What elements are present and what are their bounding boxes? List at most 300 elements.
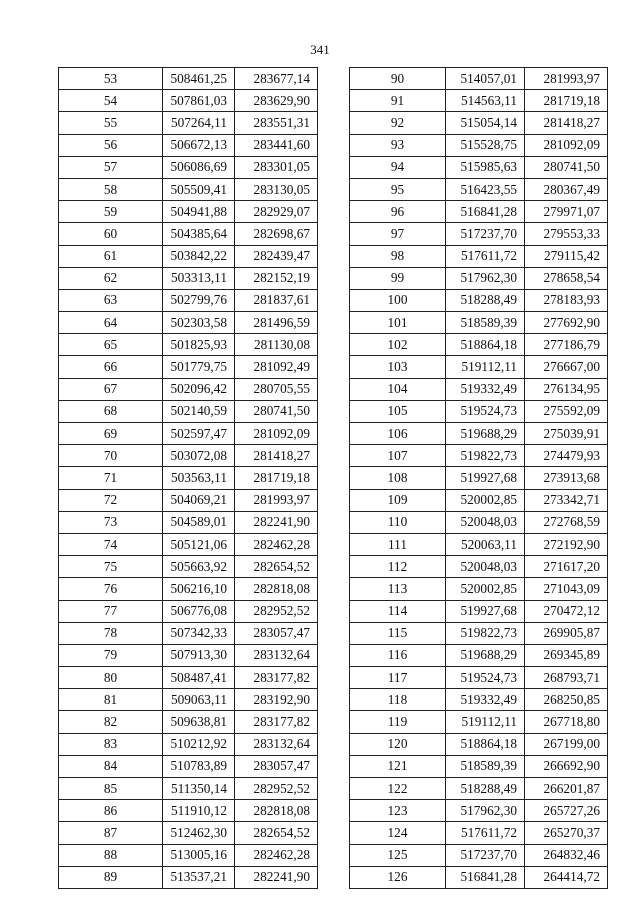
y-coordinate-cell: 281092,09 xyxy=(525,134,608,156)
y-coordinate-cell: 283132,64 xyxy=(235,733,318,755)
table-row xyxy=(350,156,608,178)
point-number-cell: 93 xyxy=(350,134,446,156)
point-number-cell: 76 xyxy=(59,578,163,600)
y-coordinate-cell: 282698,67 xyxy=(235,223,318,245)
point-number-cell: 53 xyxy=(59,68,163,90)
table-row xyxy=(59,400,318,422)
point-number-cell: 92 xyxy=(350,112,446,134)
page-number: 341 xyxy=(310,42,330,57)
table-row xyxy=(59,556,318,578)
x-coordinate-cell: 503072,08 xyxy=(163,445,235,467)
point-number-cell: 60 xyxy=(59,223,163,245)
y-coordinate-cell: 281837,61 xyxy=(235,289,318,311)
point-number-cell: 78 xyxy=(59,622,163,644)
x-coordinate-cell: 518288,49 xyxy=(446,778,525,800)
x-coordinate-cell: 519332,49 xyxy=(446,689,525,711)
point-number-cell: 97 xyxy=(350,223,446,245)
y-coordinate-cell: 281496,59 xyxy=(235,312,318,334)
table-row xyxy=(59,156,318,178)
table-row xyxy=(59,201,318,223)
y-coordinate-cell: 275592,09 xyxy=(525,400,608,422)
y-coordinate-cell: 283441,60 xyxy=(235,134,318,156)
table-row xyxy=(350,489,608,511)
point-number-cell: 115 xyxy=(350,622,446,644)
x-coordinate-cell: 517611,72 xyxy=(446,822,525,844)
y-coordinate-cell: 274479,93 xyxy=(525,445,608,467)
x-coordinate-cell: 504589,01 xyxy=(163,511,235,533)
x-coordinate-cell: 507264,11 xyxy=(163,112,235,134)
y-coordinate-cell: 268250,85 xyxy=(525,689,608,711)
point-number-cell: 103 xyxy=(350,356,446,378)
x-coordinate-cell: 505509,41 xyxy=(163,178,235,200)
table-row xyxy=(350,356,608,378)
table-row xyxy=(350,711,608,733)
x-coordinate-cell: 508461,25 xyxy=(163,68,235,90)
y-coordinate-cell: 278658,54 xyxy=(525,267,608,289)
x-coordinate-cell: 519927,68 xyxy=(446,467,525,489)
x-coordinate-cell: 515528,75 xyxy=(446,134,525,156)
y-coordinate-cell: 275039,91 xyxy=(525,423,608,445)
x-coordinate-cell: 511350,14 xyxy=(163,778,235,800)
y-coordinate-cell: 283057,47 xyxy=(235,755,318,777)
point-number-cell: 95 xyxy=(350,178,446,200)
x-coordinate-cell: 504069,21 xyxy=(163,489,235,511)
x-coordinate-cell: 519524,73 xyxy=(446,400,525,422)
x-coordinate-cell: 506216,10 xyxy=(163,578,235,600)
x-coordinate-cell: 519688,29 xyxy=(446,644,525,666)
point-number-cell: 125 xyxy=(350,844,446,866)
x-coordinate-cell: 508487,41 xyxy=(163,667,235,689)
y-coordinate-cell: 283132,64 xyxy=(235,644,318,666)
point-number-cell: 64 xyxy=(59,312,163,334)
table-row xyxy=(59,356,318,378)
point-number-cell: 82 xyxy=(59,711,163,733)
x-coordinate-cell: 519688,29 xyxy=(446,423,525,445)
y-coordinate-cell: 278183,93 xyxy=(525,289,608,311)
x-coordinate-cell: 502140,59 xyxy=(163,400,235,422)
point-number-cell: 94 xyxy=(350,156,446,178)
table-row xyxy=(59,667,318,689)
point-number-cell: 116 xyxy=(350,644,446,666)
point-number-cell: 69 xyxy=(59,423,163,445)
x-coordinate-cell: 519112,11 xyxy=(446,356,525,378)
x-coordinate-cell: 502799,76 xyxy=(163,289,235,311)
y-coordinate-cell: 283130,05 xyxy=(235,178,318,200)
table-row xyxy=(350,134,608,156)
table-row xyxy=(350,600,608,622)
table-row xyxy=(59,689,318,711)
y-coordinate-cell: 282654,52 xyxy=(235,556,318,578)
x-coordinate-cell: 518288,49 xyxy=(446,289,525,311)
x-coordinate-cell: 511910,12 xyxy=(163,800,235,822)
point-number-cell: 122 xyxy=(350,778,446,800)
table-row xyxy=(59,733,318,755)
y-coordinate-cell: 282818,08 xyxy=(235,800,318,822)
table-row xyxy=(59,778,318,800)
y-coordinate-cell: 277186,79 xyxy=(525,334,608,356)
coordinates-table-left xyxy=(58,67,318,889)
table-row xyxy=(59,533,318,555)
x-coordinate-cell: 520063,11 xyxy=(446,533,525,555)
table-row xyxy=(350,201,608,223)
point-number-cell: 54 xyxy=(59,90,163,112)
table-row xyxy=(59,578,318,600)
x-coordinate-cell: 518864,18 xyxy=(446,733,525,755)
table-row xyxy=(350,844,608,866)
point-number-cell: 57 xyxy=(59,156,163,178)
x-coordinate-cell: 505663,92 xyxy=(163,556,235,578)
y-coordinate-cell: 283551,31 xyxy=(235,112,318,134)
table-row xyxy=(350,578,608,600)
point-number-cell: 106 xyxy=(350,423,446,445)
y-coordinate-cell: 282818,08 xyxy=(235,578,318,600)
y-coordinate-cell: 281719,18 xyxy=(525,90,608,112)
y-coordinate-cell: 282952,52 xyxy=(235,600,318,622)
point-number-cell: 101 xyxy=(350,312,446,334)
y-coordinate-cell: 266201,87 xyxy=(525,778,608,800)
point-number-cell: 63 xyxy=(59,289,163,311)
point-number-cell: 123 xyxy=(350,800,446,822)
y-coordinate-cell: 280741,50 xyxy=(235,400,318,422)
point-number-cell: 87 xyxy=(59,822,163,844)
y-coordinate-cell: 279971,07 xyxy=(525,201,608,223)
table-row xyxy=(350,511,608,533)
point-number-cell: 86 xyxy=(59,800,163,822)
y-coordinate-cell: 272768,59 xyxy=(525,511,608,533)
table-row xyxy=(350,467,608,489)
x-coordinate-cell: 515054,14 xyxy=(446,112,525,134)
table-row xyxy=(59,134,318,156)
table-row xyxy=(350,267,608,289)
x-coordinate-cell: 510212,92 xyxy=(163,733,235,755)
x-coordinate-cell: 516841,28 xyxy=(446,201,525,223)
point-number-cell: 108 xyxy=(350,467,446,489)
y-coordinate-cell: 279553,33 xyxy=(525,223,608,245)
point-number-cell: 100 xyxy=(350,289,446,311)
table-row xyxy=(350,667,608,689)
x-coordinate-cell: 517237,70 xyxy=(446,223,525,245)
point-number-cell: 70 xyxy=(59,445,163,467)
table-row xyxy=(59,289,318,311)
x-coordinate-cell: 517611,72 xyxy=(446,245,525,267)
point-number-cell: 65 xyxy=(59,334,163,356)
table-row xyxy=(59,178,318,200)
point-number-cell: 119 xyxy=(350,711,446,733)
y-coordinate-cell: 283629,90 xyxy=(235,90,318,112)
table-row xyxy=(350,755,608,777)
y-coordinate-cell: 281993,97 xyxy=(235,489,318,511)
point-number-cell: 126 xyxy=(350,866,446,888)
y-coordinate-cell: 283057,47 xyxy=(235,622,318,644)
point-number-cell: 71 xyxy=(59,467,163,489)
x-coordinate-cell: 520002,85 xyxy=(446,578,525,600)
y-coordinate-cell: 281418,27 xyxy=(235,445,318,467)
point-number-cell: 120 xyxy=(350,733,446,755)
table-row xyxy=(59,267,318,289)
y-coordinate-cell: 281130,08 xyxy=(235,334,318,356)
table-row xyxy=(350,423,608,445)
y-coordinate-cell: 282654,52 xyxy=(235,822,318,844)
y-coordinate-cell: 281418,27 xyxy=(525,112,608,134)
table-row xyxy=(59,334,318,356)
point-number-cell: 111 xyxy=(350,533,446,555)
table-row xyxy=(350,866,608,888)
y-coordinate-cell: 283177,82 xyxy=(235,711,318,733)
x-coordinate-cell: 520048,03 xyxy=(446,511,525,533)
y-coordinate-cell: 282462,28 xyxy=(235,533,318,555)
x-coordinate-cell: 501779,75 xyxy=(163,356,235,378)
x-coordinate-cell: 520002,85 xyxy=(446,489,525,511)
y-coordinate-cell: 283301,05 xyxy=(235,156,318,178)
x-coordinate-cell: 507861,03 xyxy=(163,90,235,112)
point-number-cell: 80 xyxy=(59,667,163,689)
x-coordinate-cell: 507342,33 xyxy=(163,622,235,644)
x-coordinate-cell: 519927,68 xyxy=(446,600,525,622)
point-number-cell: 99 xyxy=(350,267,446,289)
table-row xyxy=(59,489,318,511)
point-number-cell: 74 xyxy=(59,533,163,555)
point-number-cell: 91 xyxy=(350,90,446,112)
table-row xyxy=(350,90,608,112)
table-row xyxy=(59,378,318,400)
x-coordinate-cell: 519822,73 xyxy=(446,622,525,644)
table-row xyxy=(350,112,608,134)
x-coordinate-cell: 519332,49 xyxy=(446,378,525,400)
y-coordinate-cell: 271043,09 xyxy=(525,578,608,600)
y-coordinate-cell: 269905,87 xyxy=(525,622,608,644)
table-row xyxy=(350,733,608,755)
y-coordinate-cell: 269345,89 xyxy=(525,644,608,666)
point-number-cell: 98 xyxy=(350,245,446,267)
y-coordinate-cell: 280741,50 xyxy=(525,156,608,178)
point-number-cell: 66 xyxy=(59,356,163,378)
y-coordinate-cell: 268793,71 xyxy=(525,667,608,689)
table-row xyxy=(59,800,318,822)
table-row xyxy=(350,400,608,422)
y-coordinate-cell: 277692,90 xyxy=(525,312,608,334)
table-row xyxy=(59,423,318,445)
x-coordinate-cell: 517962,30 xyxy=(446,800,525,822)
x-coordinate-cell: 506776,08 xyxy=(163,600,235,622)
x-coordinate-cell: 506672,13 xyxy=(163,134,235,156)
x-coordinate-cell: 512462,30 xyxy=(163,822,235,844)
point-number-cell: 67 xyxy=(59,378,163,400)
y-coordinate-cell: 266692,90 xyxy=(525,755,608,777)
table-row xyxy=(59,866,318,888)
point-number-cell: 55 xyxy=(59,112,163,134)
table-row xyxy=(59,622,318,644)
x-coordinate-cell: 503842,22 xyxy=(163,245,235,267)
y-coordinate-cell: 282152,19 xyxy=(235,267,318,289)
x-coordinate-cell: 517962,30 xyxy=(446,267,525,289)
table-row xyxy=(350,533,608,555)
point-number-cell: 77 xyxy=(59,600,163,622)
y-coordinate-cell: 280705,55 xyxy=(235,378,318,400)
point-number-cell: 68 xyxy=(59,400,163,422)
table-row xyxy=(59,223,318,245)
y-coordinate-cell: 264832,46 xyxy=(525,844,608,866)
y-coordinate-cell: 273913,68 xyxy=(525,467,608,489)
table-body xyxy=(350,68,608,889)
x-coordinate-cell: 509638,81 xyxy=(163,711,235,733)
x-coordinate-cell: 510783,89 xyxy=(163,755,235,777)
table-row xyxy=(59,755,318,777)
y-coordinate-cell: 265270,37 xyxy=(525,822,608,844)
x-coordinate-cell: 519524,73 xyxy=(446,667,525,689)
point-number-cell: 121 xyxy=(350,755,446,777)
y-coordinate-cell: 282439,47 xyxy=(235,245,318,267)
table-row xyxy=(59,644,318,666)
y-coordinate-cell: 272192,90 xyxy=(525,533,608,555)
point-number-cell: 105 xyxy=(350,400,446,422)
x-coordinate-cell: 514057,01 xyxy=(446,68,525,90)
point-number-cell: 124 xyxy=(350,822,446,844)
point-number-cell: 83 xyxy=(59,733,163,755)
point-number-cell: 102 xyxy=(350,334,446,356)
point-number-cell: 104 xyxy=(350,378,446,400)
y-coordinate-cell: 282241,90 xyxy=(235,511,318,533)
point-number-cell: 79 xyxy=(59,644,163,666)
y-coordinate-cell: 265727,26 xyxy=(525,800,608,822)
x-coordinate-cell: 518864,18 xyxy=(446,334,525,356)
table-body xyxy=(59,68,318,889)
x-coordinate-cell: 509063,11 xyxy=(163,689,235,711)
table-row xyxy=(59,68,318,90)
point-number-cell: 89 xyxy=(59,866,163,888)
table-row xyxy=(350,689,608,711)
x-coordinate-cell: 515985,63 xyxy=(446,156,525,178)
x-coordinate-cell: 516423,55 xyxy=(446,178,525,200)
table-row xyxy=(59,112,318,134)
point-number-cell: 73 xyxy=(59,511,163,533)
table-row xyxy=(350,178,608,200)
point-number-cell: 72 xyxy=(59,489,163,511)
x-coordinate-cell: 502597,47 xyxy=(163,423,235,445)
y-coordinate-cell: 281092,49 xyxy=(235,356,318,378)
point-number-cell: 56 xyxy=(59,134,163,156)
table-row xyxy=(350,800,608,822)
x-coordinate-cell: 519822,73 xyxy=(446,445,525,467)
x-coordinate-cell: 505121,06 xyxy=(163,533,235,555)
x-coordinate-cell: 502096,42 xyxy=(163,378,235,400)
x-coordinate-cell: 501825,93 xyxy=(163,334,235,356)
table-row xyxy=(350,68,608,90)
table-row xyxy=(59,822,318,844)
x-coordinate-cell: 514563,11 xyxy=(446,90,525,112)
point-number-cell: 113 xyxy=(350,578,446,600)
y-coordinate-cell: 281719,18 xyxy=(235,467,318,489)
y-coordinate-cell: 283677,14 xyxy=(235,68,318,90)
point-number-cell: 117 xyxy=(350,667,446,689)
x-coordinate-cell: 507913,30 xyxy=(163,644,235,666)
point-number-cell: 118 xyxy=(350,689,446,711)
table-row xyxy=(59,844,318,866)
x-coordinate-cell: 503313,11 xyxy=(163,267,235,289)
y-coordinate-cell: 281993,97 xyxy=(525,68,608,90)
point-number-cell: 62 xyxy=(59,267,163,289)
y-coordinate-cell: 273342,71 xyxy=(525,489,608,511)
table-row xyxy=(59,711,318,733)
table-row xyxy=(350,622,608,644)
x-coordinate-cell: 518589,39 xyxy=(446,312,525,334)
y-coordinate-cell: 271617,20 xyxy=(525,556,608,578)
y-coordinate-cell: 267718,80 xyxy=(525,711,608,733)
x-coordinate-cell: 520048,03 xyxy=(446,556,525,578)
y-coordinate-cell: 283177,82 xyxy=(235,667,318,689)
point-number-cell: 75 xyxy=(59,556,163,578)
y-coordinate-cell: 282952,52 xyxy=(235,778,318,800)
y-coordinate-cell: 279115,42 xyxy=(525,245,608,267)
y-coordinate-cell: 281092,09 xyxy=(235,423,318,445)
y-coordinate-cell: 282929,07 xyxy=(235,201,318,223)
y-coordinate-cell: 276134,95 xyxy=(525,378,608,400)
point-number-cell: 112 xyxy=(350,556,446,578)
point-number-cell: 109 xyxy=(350,489,446,511)
point-number-cell: 110 xyxy=(350,511,446,533)
table-row xyxy=(350,822,608,844)
x-coordinate-cell: 504941,88 xyxy=(163,201,235,223)
table-row xyxy=(59,312,318,334)
x-coordinate-cell: 506086,69 xyxy=(163,156,235,178)
x-coordinate-cell: 516841,28 xyxy=(446,866,525,888)
table-row xyxy=(350,334,608,356)
table-row xyxy=(59,245,318,267)
x-coordinate-cell: 504385,64 xyxy=(163,223,235,245)
point-number-cell: 114 xyxy=(350,600,446,622)
x-coordinate-cell: 518589,39 xyxy=(446,755,525,777)
table-row xyxy=(350,245,608,267)
point-number-cell: 107 xyxy=(350,445,446,467)
table-row xyxy=(59,90,318,112)
x-coordinate-cell: 513005,16 xyxy=(163,844,235,866)
x-coordinate-cell: 502303,58 xyxy=(163,312,235,334)
y-coordinate-cell: 282462,28 xyxy=(235,844,318,866)
table-row xyxy=(350,445,608,467)
table-row xyxy=(350,289,608,311)
y-coordinate-cell: 283192,90 xyxy=(235,689,318,711)
x-coordinate-cell: 513537,21 xyxy=(163,866,235,888)
y-coordinate-cell: 280367,49 xyxy=(525,178,608,200)
y-coordinate-cell: 267199,00 xyxy=(525,733,608,755)
table-row xyxy=(59,467,318,489)
table-row xyxy=(350,556,608,578)
table-row xyxy=(350,778,608,800)
point-number-cell: 59 xyxy=(59,201,163,223)
coordinates-table-right xyxy=(349,67,608,889)
y-coordinate-cell: 270472,12 xyxy=(525,600,608,622)
point-number-cell: 85 xyxy=(59,778,163,800)
point-number-cell: 84 xyxy=(59,755,163,777)
point-number-cell: 88 xyxy=(59,844,163,866)
x-coordinate-cell: 503563,11 xyxy=(163,467,235,489)
y-coordinate-cell: 276667,00 xyxy=(525,356,608,378)
table-row xyxy=(59,511,318,533)
table-row xyxy=(350,644,608,666)
table-row xyxy=(350,223,608,245)
y-coordinate-cell: 282241,90 xyxy=(235,866,318,888)
table-row xyxy=(350,312,608,334)
table-row xyxy=(350,378,608,400)
x-coordinate-cell: 517237,70 xyxy=(446,844,525,866)
point-number-cell: 81 xyxy=(59,689,163,711)
point-number-cell: 96 xyxy=(350,201,446,223)
table-row xyxy=(59,600,318,622)
table-row xyxy=(59,445,318,467)
point-number-cell: 90 xyxy=(350,68,446,90)
point-number-cell: 58 xyxy=(59,178,163,200)
y-coordinate-cell: 264414,72 xyxy=(525,866,608,888)
point-number-cell: 61 xyxy=(59,245,163,267)
